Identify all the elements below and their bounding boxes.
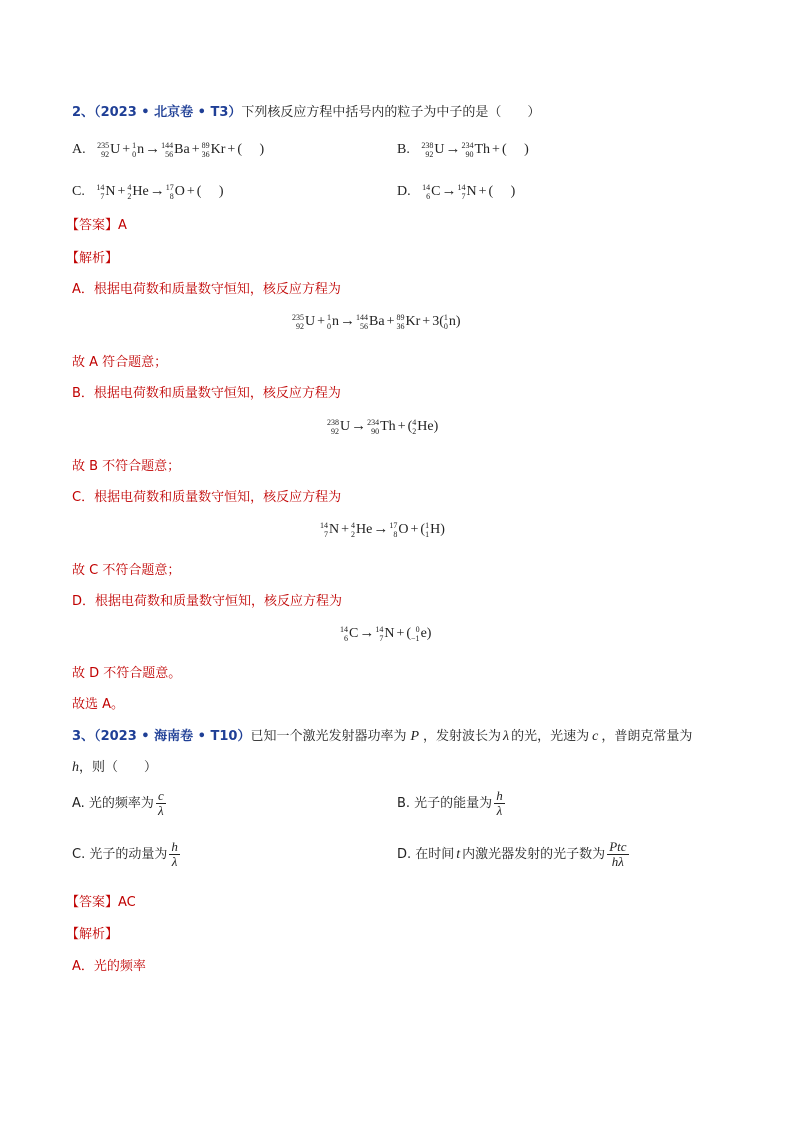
q3-option-b: B. 光子的能量为 $\frac{h}{\lambda}$ xyxy=(397,788,503,818)
q2-option-d: D. 14 6 C → 14 7 N + ( ) xyxy=(397,182,516,201)
question-2-stem: 下列核反应方程中括号内的粒子为中子的是（ ） xyxy=(241,105,541,120)
q2-option-c: C. 14 7 N + 4 2 He → 17 8 O + ( ) xyxy=(72,182,224,201)
q3-answer-label: 【答案】 xyxy=(66,895,119,910)
q2-option-a: A. 235 92 U + 1 0 n → 144 56 Ba + 89 36 Kr + ( ) xyxy=(72,140,265,159)
q2-option-c-label: C. xyxy=(72,184,85,199)
q2-conclusion-b: 故 B 不符合题意； xyxy=(72,459,181,474)
equation-b: 238 92 U → 234 90 Th + ( 4 2 He ) xyxy=(327,418,439,436)
q2-final: 故选 A。 xyxy=(72,697,125,712)
question-2-number: 2、 xyxy=(72,105,95,120)
q2-answer xyxy=(66,217,127,235)
q3-option-a: A. 光的频率为 $\frac{c}{\lambda}$ xyxy=(72,788,164,818)
equation-a: 235 92 U + 1 0 n → 144 56 Ba + 89 36 Kr + 3( 1 0 n ) xyxy=(292,313,461,331)
q2-option-b: B. 238 92 U → 234 90 Th + ( ) xyxy=(397,140,529,159)
q2-analysis-a: A．根据电荷数和质量数守恒知，核反应方程为 xyxy=(72,282,341,297)
equation-d: 14 6 C → 14 7 N + ( 0 −1 e ) xyxy=(340,625,432,643)
q2-conclusion-d: 故 D 不符合题意。 xyxy=(72,666,182,681)
q2-option-a-label: A. xyxy=(72,142,86,157)
question-3-source: 2023 • 海南卷 • T10 xyxy=(100,729,238,744)
q3-answer-value: AC xyxy=(118,895,136,910)
q2-option-d-label: D. xyxy=(397,184,411,199)
question-2-header: 2、（2023 • 北京卷 • T3）下列核反应方程中括号内的粒子为中子的是（ ） xyxy=(72,105,541,120)
question-2-source: 2023 • 北京卷 • T3 xyxy=(100,105,229,120)
q2-answer-label: 【答案】 xyxy=(66,218,119,233)
question-3-stem-cont: h，则（ ） xyxy=(72,760,158,775)
q2-conclusion-c: 故 C 不符合题意； xyxy=(72,563,181,578)
q3-analysis-label: 【解析】 xyxy=(66,927,119,942)
equation-c: 14 7 N + 4 2 He → 17 8 O + ( 1 1 H ) xyxy=(320,521,445,539)
question-3-number: 3、 xyxy=(72,729,95,744)
question-3-header: 3、（2023 • 海南卷 • T10）已知一个激光发射器功率为 P ，发射波长为 λ 的光，光速为 c ，普朗克常量为 xyxy=(72,729,693,744)
q2-answer-value: A xyxy=(118,218,127,233)
q3-option-d: D. 在时间 t 内激光器发射的光子数为 $\frac{\text{Ptc}}{h\lambda}$ xyxy=(397,839,627,869)
q2-conclusion-a: 故 A 符合题意； xyxy=(72,355,168,370)
q2-analysis-d: D．根据电荷数和质量数守恒知，核反应方程为 xyxy=(72,594,343,609)
q2-option-b-label: B. xyxy=(397,142,410,157)
q3-option-c: C. 光子的动量为 $\frac{h}{\lambda}$ xyxy=(72,839,178,869)
q3-analysis-a: A．光的频率 xyxy=(72,959,146,974)
q2-analysis-b: B．根据电荷数和质量数守恒知，核反应方程为 xyxy=(72,386,341,401)
q2-analysis-label: 【解析】 xyxy=(66,251,119,266)
q3-answer xyxy=(66,894,136,912)
q2-analysis-c: C．根据电荷数和质量数守恒知，核反应方程为 xyxy=(72,490,342,505)
